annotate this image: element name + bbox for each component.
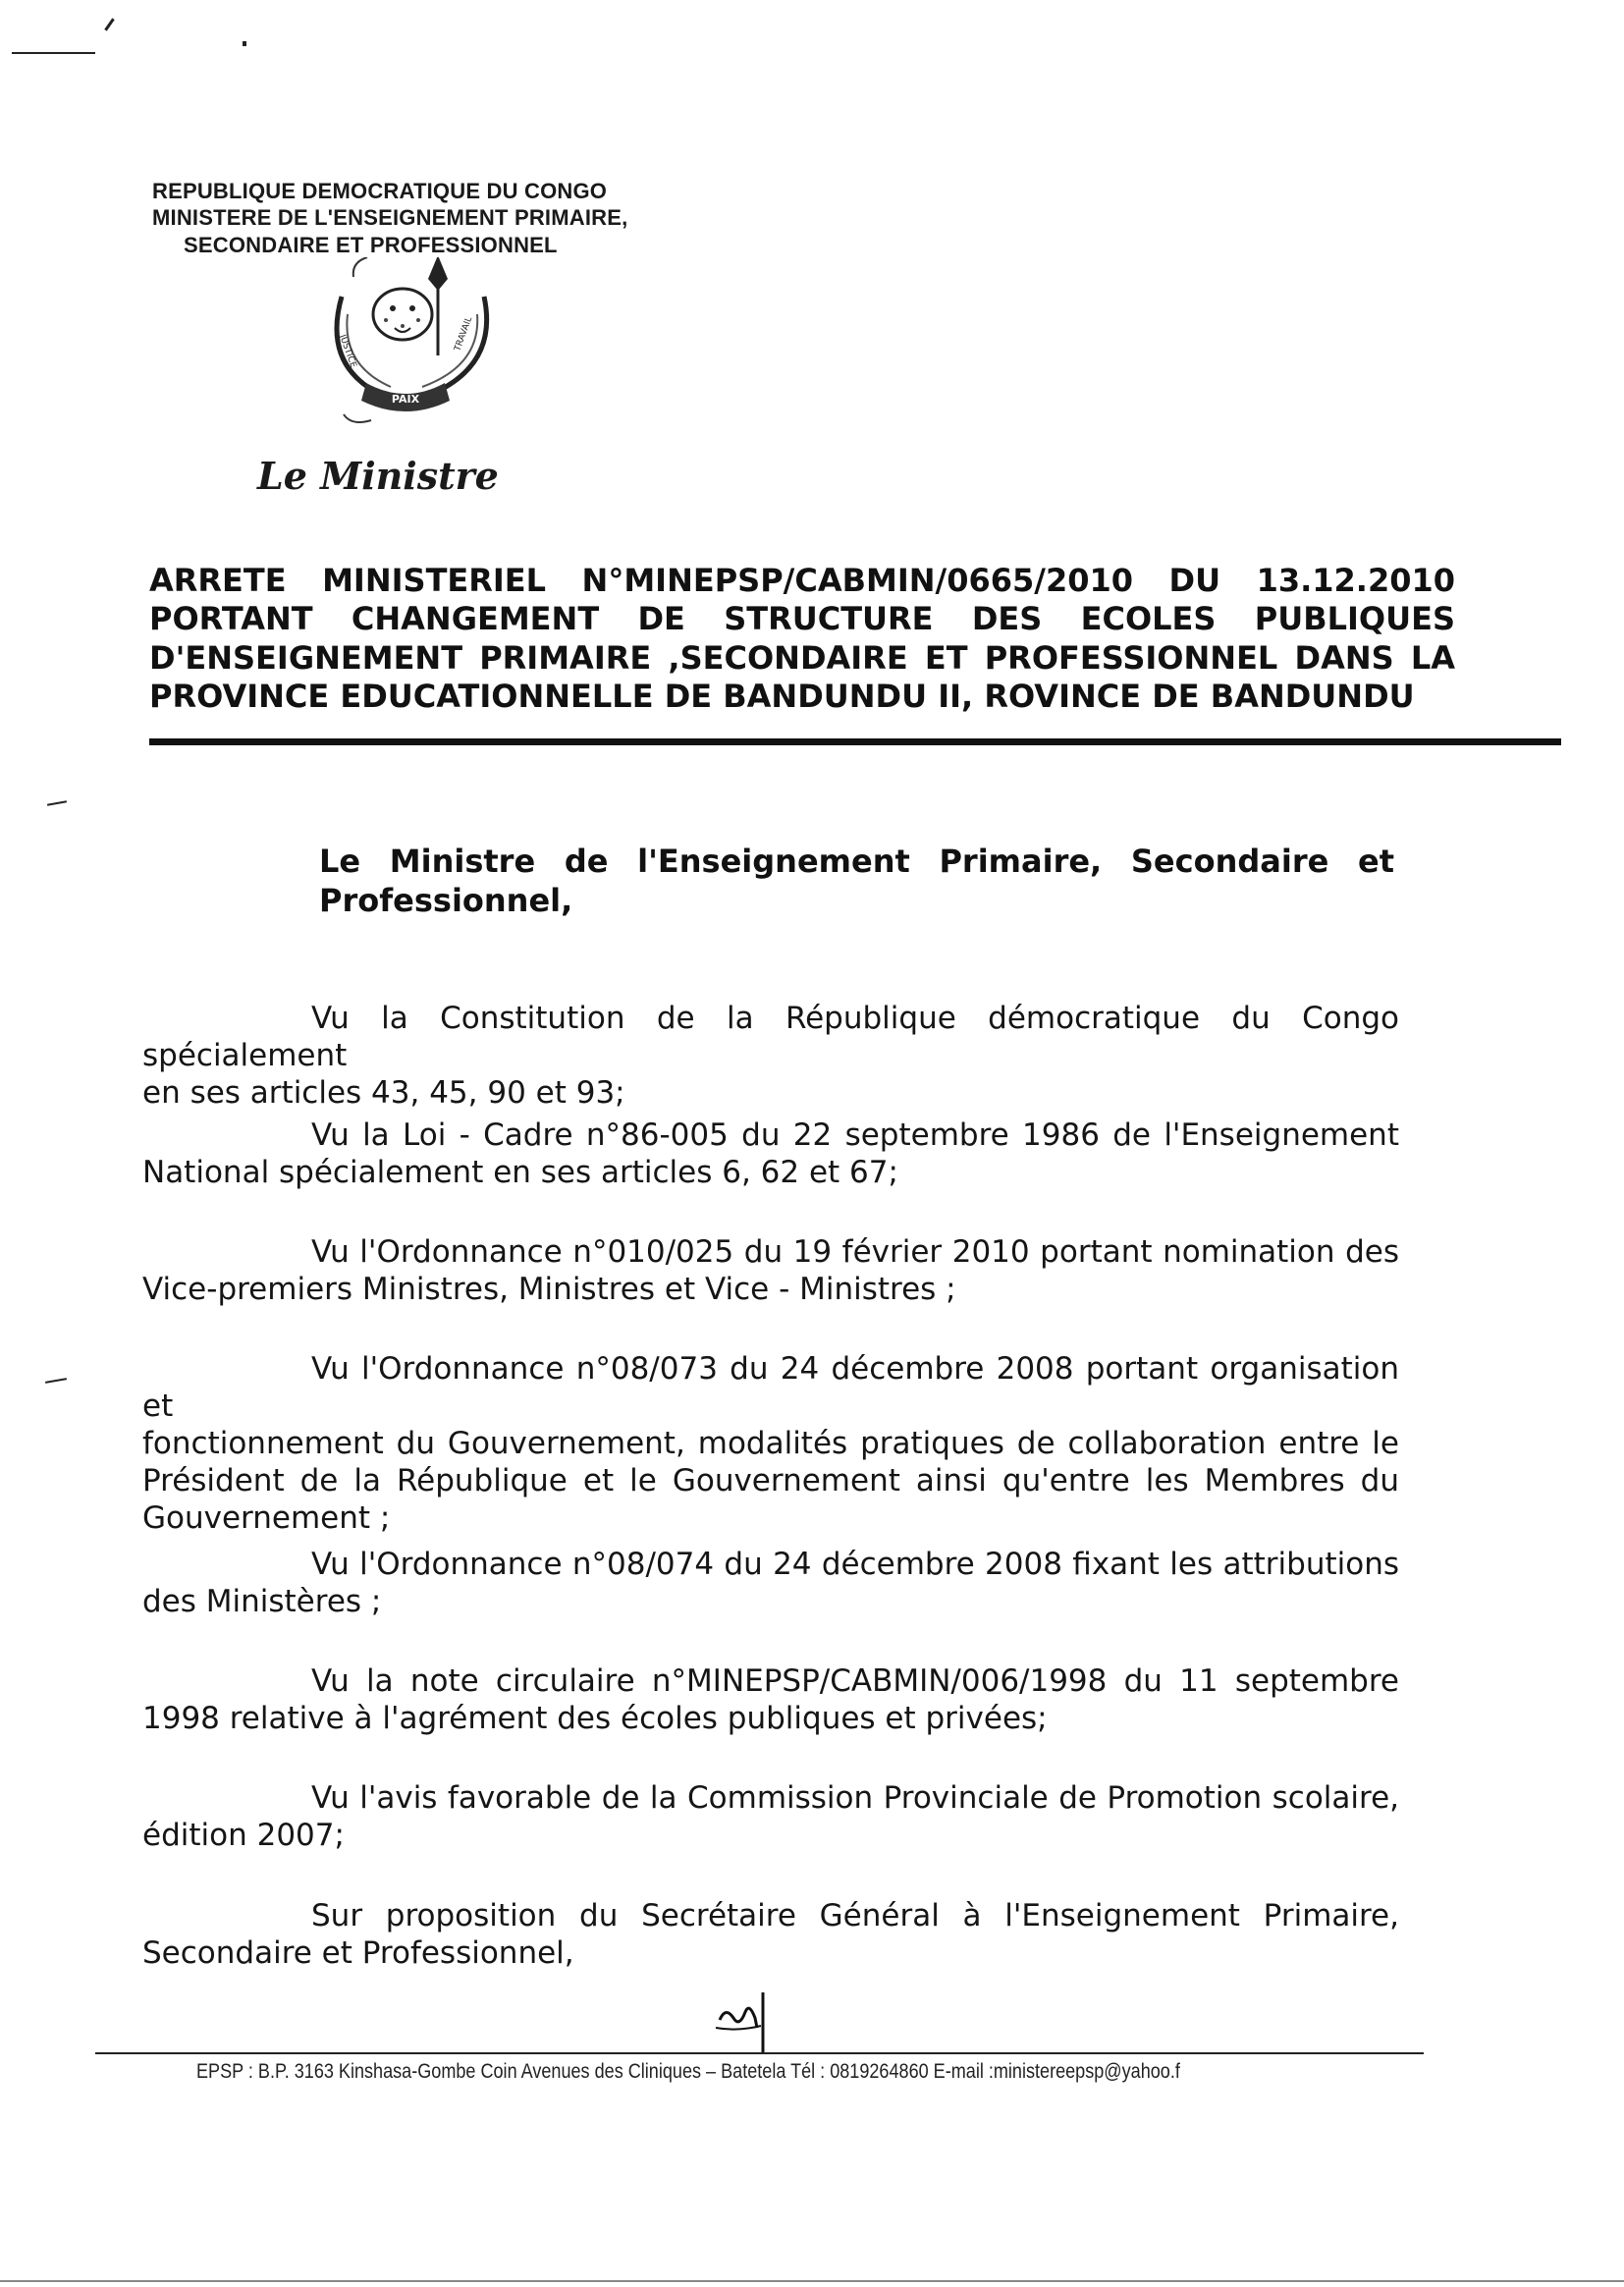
decree-title-line-2: PORTANT CHANGEMENT DE STRUCTURE DES ECOLES PUBLIQUES [149,600,1455,637]
consideration-rest: Secondaire et Professionnel, [142,1935,574,1971]
scan-mark [45,1378,67,1384]
subject-line-2: Professionnel, [319,882,573,919]
decree-title-line-3: D'ENSEIGNEMENT PRIMAIRE ,SECONDAIRE ET PROFESSIONNEL DANS LA [149,639,1455,677]
decree-title-line-1: ARRETE MINISTERIEL N°MINEPSP/CABMIN/0665/2010 DU 13.12.2010 [149,562,1455,599]
scan-mark [104,18,114,30]
consideration-first-line: Sur proposition du Secrétaire Général à l'Enseignement Primaire, [311,1898,1399,1933]
consideration-paragraph [142,1662,1399,1737]
consideration-first-line: Vu l'Ordonnance n°08/074 du 24 décembre 2008 fixant les attributions [311,1547,1399,1582]
handwritten-initials [712,1988,781,2061]
consideration-paragraph [142,1546,1399,1620]
title-divider [149,738,1561,745]
consideration-first-line: Vu l'avis favorable de la Commission Provinciale de Promotion scolaire, [311,1780,1399,1816]
emblem-right-text: TRAVAIL [453,315,475,354]
consideration-rest: des Ministères ; [142,1584,382,1619]
consideration-rest: en ses articles 43, 45, 90 et 93; [142,1075,625,1111]
initials-scribble-icon [712,1988,781,2057]
consideration-rest: National spécialement en ses articles 6, 62 et 67; [142,1155,898,1190]
consideration-rest: fonctionnement du Gouvernement, modalités pratiques de collaboration entre le Président de la République et le Gouvernement ainsi qu'entre les Membres du Gouvernement ; [142,1426,1399,1536]
consideration-first-line: Vu l'Ordonnance n°010/025 du 19 février 2010 portant nomination des [311,1234,1399,1270]
emblem-left-text: JUSTICE [337,333,358,369]
ministry-name: MINISTERE DE L'ENSEIGNEMENT PRIMAIRE, [152,205,628,230]
scan-mark [12,52,95,54]
consideration-first-line: Vu l'Ordonnance n°08/073 du 24 décembre 2008 portant organisation et [142,1351,1399,1424]
consideration-first-line: Vu la Loi - Cadre n°86-005 du 22 septembre 1986 de l'Enseignement [311,1117,1399,1153]
emblem-motto: PAIX [391,393,420,406]
decree-title-line-4: PROVINCE EDUCATIONNELLE DE BANDUNDU II, ROVINCE DE BANDUNDU [149,678,1415,715]
coat-of-arms-icon [312,257,499,429]
consideration-paragraph [142,1233,1399,1308]
country-name: REPUBLIQUE DEMOCRATIQUE DU CONGO [152,179,608,203]
footer-contact: EPSP : B.P. 3163 Kinshasa-Gombe Coin Avenues des Cliniques – Batetela Tél : 0819264860 E-mail :ministereepsp@yahoo.f [196,2060,1180,2083]
scan-mark [243,41,246,46]
consideration-rest: 1998 relative à l'agrément des écoles publiques et privées; [142,1701,1048,1736]
scan-mark [47,800,67,805]
footer-divider [95,2052,1424,2054]
consideration-paragraph [142,1779,1399,1854]
consideration-paragraph [142,1116,1399,1191]
ministry-name-cont: SECONDAIRE ET PROFESSIONNEL [184,233,558,257]
consideration-first-line: Vu la Constitution de la République démocratique du Congo spécialement [142,1001,1399,1073]
subject-line-1: Le Ministre de l'Enseignement Primaire, Secondaire et [319,843,1394,880]
consideration-rest: édition 2007; [142,1818,345,1853]
consideration-first-line: Vu la note circulaire n°MINEPSP/CABMIN/006/1998 du 11 septembre [311,1663,1399,1699]
consideration-paragraph [142,1000,1399,1112]
consideration-rest: Vice-premiers Ministres, Ministres et Vice - Ministres ; [142,1272,956,1307]
signatory-heading: Le Ministre [257,454,499,498]
consideration-paragraph [142,1897,1399,1972]
coat-of-arms-emblem [312,257,499,429]
consideration-paragraph [142,1350,1399,1537]
page-edge-line [0,2280,1624,2282]
